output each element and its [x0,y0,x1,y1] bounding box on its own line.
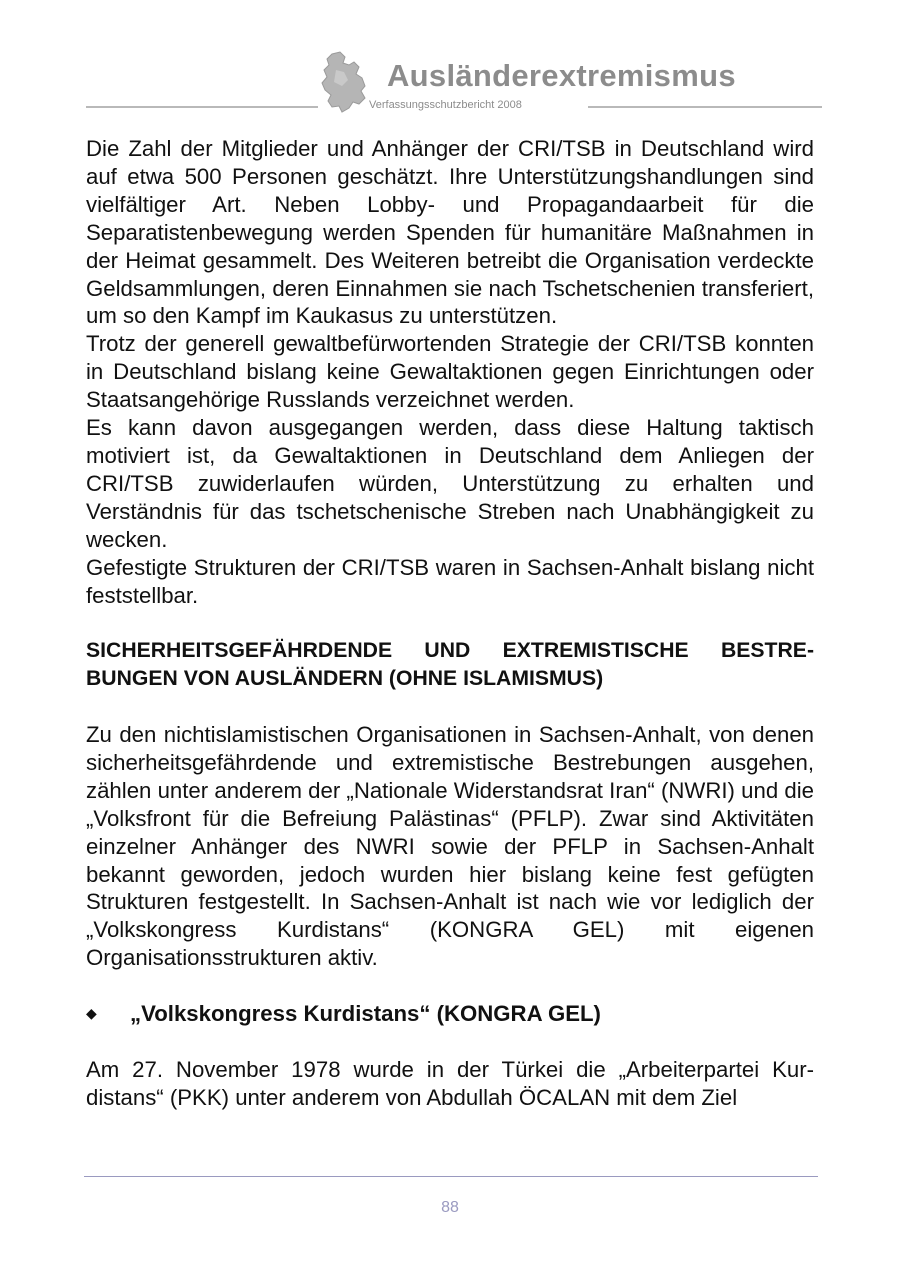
body-paragraph: Gefestigte Strukturen der CRI/TSB waren in Sachsen-Anhalt bislang nicht feststellbar. [86,554,814,608]
spacer [86,1028,814,1056]
bulleted-subheading [86,1000,814,1028]
body-paragraph: Es kann davon ausgegangen werden, dass diese Haltung taktisch motiviert ist, da Gewaltaktionen in Deutschland dem Anliegen der CRI/TSB zuwiderlaufen würden, Unterstützung zu erhalten und Verständnis für das tschetschenische Streben nach Unabhängigkeit zu wecken. [86,415,814,552]
header-title: Ausländerextremismus [387,58,736,93]
final-paragraph: Am 27. November 1978 wurde in der Türkei die „Arbeiterpartei Kurdistans“ (PKK) unter anderem von Abdullah ÖCALAN mit dem Ziel [86,1056,814,1110]
page-number: 88 [441,1199,459,1216]
header-rule-right [588,106,822,108]
sachsen-anhalt-map-icon [318,50,370,114]
header-rule-left [86,106,318,108]
section-paragraph: Zu den nichtislamistischen Organisationen in Sachsen-Anhalt, von denen sicherheitsgefährdende und extremistische Bestrebungen ausgehen, zählen unter anderem der „Nationale Widerstandsrat Iran“ (NWRI) und die „Volksfront für die Befreiung Palästinas“ (PFLP). Zwar sind Aktivitäten einzelner Anhänger des NWRI sowie der PFLP in Sachsen-Anhalt bekannt geworden, jedoch wurden hier bislang keine fest gefügten Strukturen festgestellt. In Sachsen-Anhalt ist nach wie vor lediglich der „Volkskongress Kurdistans“ (KONGRA GEL) mit eigenen Organisationsstrukturen aktiv. [86,722,814,971]
subheading-text: „Volkskongress Kurdistans“ (KONGRA GEL) [130,1001,601,1027]
footer-rule [84,1176,818,1177]
section-heading: SICHERHEITSGEFÄHRDENDE UND EXTREMISTISCHE BESTREBUNGEN VON AUSLÄNDERN (OHNE ISLAMISMUS) [86,639,814,691]
page-header [0,0,900,120]
body-paragraph: Trotz der generell gewaltbefürwortenden Strategie der CRI/TSB konnten in Deutschland bislang keine Gewaltaktionen gegen Einrichtungen oder Staatsangehörige Russlands verzeichnet werden. [86,331,814,413]
spacer [86,609,814,637]
body-paragraph: Die Zahl der Mitglieder und Anhänger der CRI/TSB in Deutschland wird auf etwa 500 Personen geschätzt. Ihre Unterstützungshandlungen sind vielfältiger Art. Neben Lobby- und Propagandaarbeit für die Separatistenbewegung werden Spenden für humanitäre Maßnahmen in der Heimat gesammelt. Des Weiteren betreibt die Organisation verdeckte Geldsammlungen, deren Einnahmen sie nach Tschetschenien transferiert, um so den Kampf im Kaukasus zu unterstützen. [86,136,814,329]
page-content [86,135,814,1112]
spacer [86,693,814,721]
diamond-bullet-icon: ◆ [86,1005,97,1022]
header-subtitle: Verfassungsschutzbericht 2008 [366,99,525,111]
spacer [86,972,814,1000]
